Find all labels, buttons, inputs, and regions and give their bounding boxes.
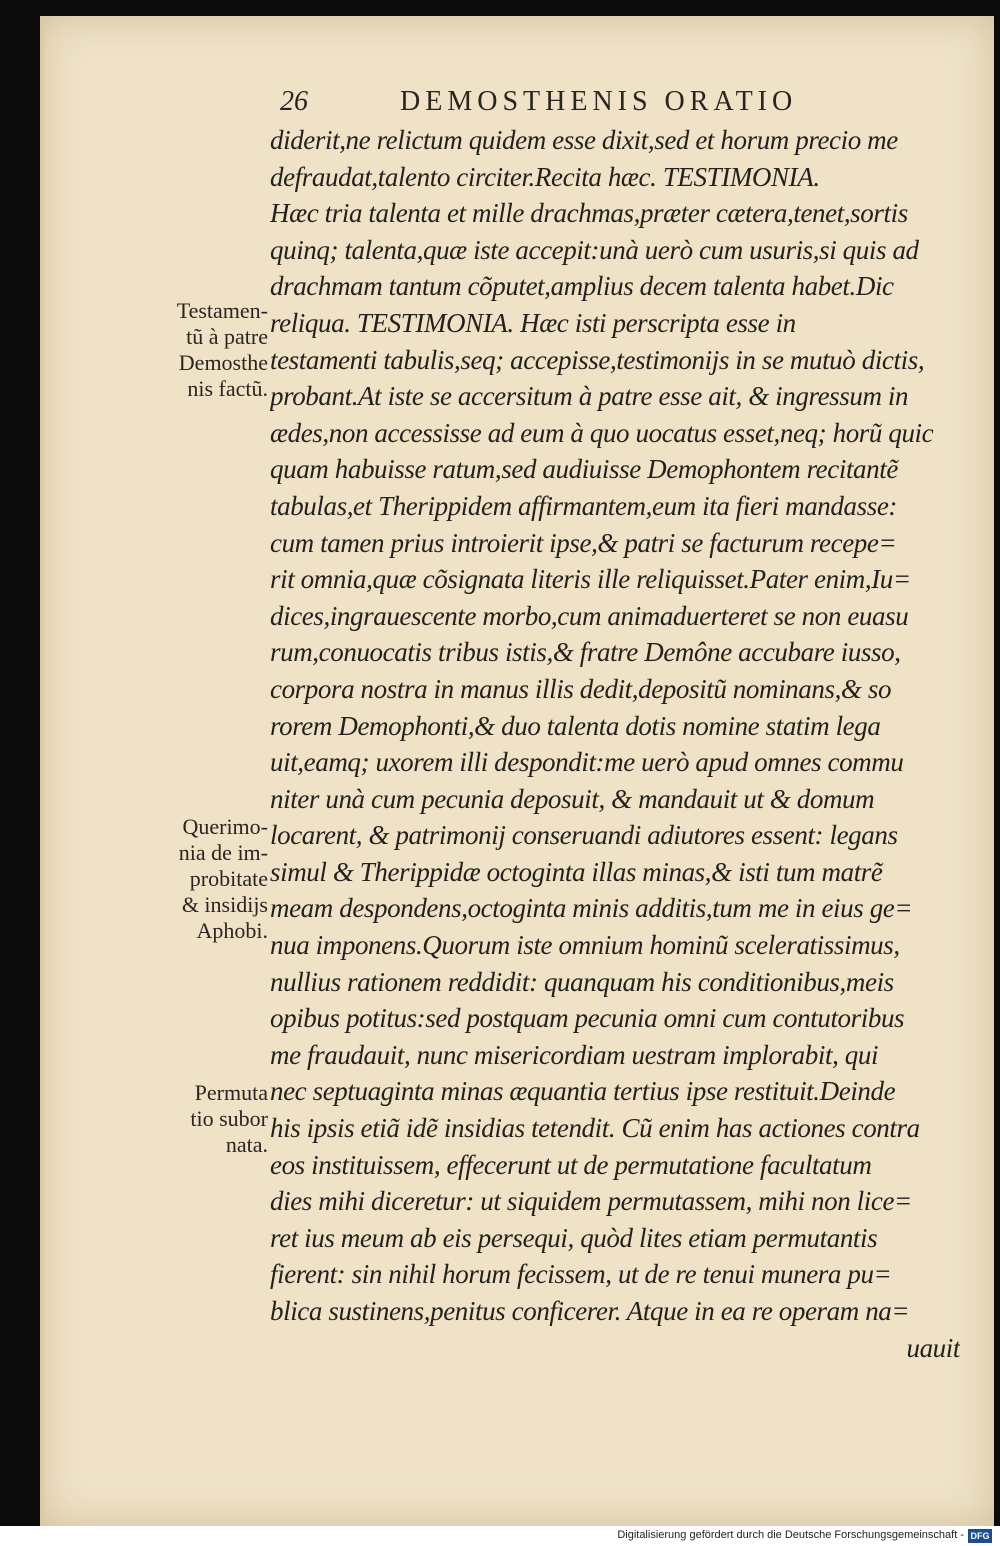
text-line: nua imponens.Quorum iste omnium hominũ sceleratissimus, [270,930,900,961]
text-line: ret ius meum ab eis persequi, quòd lites etiam permutantis [270,1222,878,1253]
text-line: simul & Therippidæ octoginta illas minas,& isti tum matrẽ [270,856,883,887]
text-line: dices,ingrauescente morbo,cum animaduerteret se non euasu [270,600,909,631]
text-line: opibus potitus:sed postquam pecunia omni cum contutoribus [270,1003,905,1034]
text-line: rorem Demophonti,& duo talenta dotis nomine statim lega [270,710,881,741]
running-title: DEMOSTHENIS ORATIO [400,86,798,117]
text-line: testamenti tabulis,seq; accepisse,testimonijs in se mutuò dictis, [270,344,925,375]
footer-credit: Digitalisierung gefördert durch die Deutsche Forschungsgemeinschaft - [617,1529,964,1541]
text-line: nullius rationem reddidit: quanquam his conditionibus,meis [270,966,894,997]
dfg-logo: DFG [968,1529,992,1543]
margin-note-line: Testamen- [176,298,268,323]
text-line: eos instituissem, effecerunt ut de permutatione facultatum [270,1149,872,1180]
text-line: locarent, & patrimonij conseruandi adiutores essent: legans [270,820,898,851]
page-number: 26 [280,86,308,117]
text-line: Hæc tria talenta et mille drachmas,præter cætera,tenet,sortis [270,198,908,229]
margin-note-line: Permuta [194,1080,268,1105]
margin-note-line: nata. [225,1132,268,1157]
margin-note-permutatio [136,1080,268,1158]
margin-note-testament [136,298,268,402]
text-line: nec septuaginta minas æquantia tertius ipse restituit.Deinde [270,1076,896,1107]
text-line: drachmam tantum cõputet,amplius decem talenta habet.Dic [270,271,894,302]
text-line: ædes,non accessisse ad eum à quo uocatus esset,neq; horũ quic [270,417,934,448]
text-line: niter unà cum pecunia deposuit, & mandauit ut & domum [270,783,875,814]
margin-note-line: tũ à patre [186,324,268,349]
digitization-footer [0,1526,1000,1546]
text-line: probant.At iste se accersitum à patre esse ait, & ingressum in [270,381,909,412]
text-line: reliqua. TESTIMONIA. Hæc isti perscripta esse in [270,307,796,338]
margin-note-line: nia de im- [178,840,268,865]
text-line: quinq; talenta,quæ iste accepit:unà uerò cum usuris,si quis ad [270,234,919,265]
margin-note-line: probitate [189,866,268,891]
margin-note-line: tio subor [190,1106,268,1131]
margin-note-line: Demosthe [178,350,268,375]
book-page [40,16,994,1526]
text-line: quam habuisse ratum,sed audiuisse Demophontem recitantẽ [270,454,898,485]
page-edge [40,16,46,1526]
text-line: diderit,ne relictum quidem esse dixit,sed et horum precio me [270,125,898,155]
body-text [270,122,960,1366]
text-line: uit,eamq; uxorem illi despondit:me uerò apud omnes commu [270,747,904,778]
text-line: me fraudauit, nunc misericordiam uestram implorabit, qui [270,1039,879,1070]
margin-note-line: Querimo- [182,814,268,839]
text-line: his ipsis etiã idẽ insidias tetendit. Cũ enim has actiones contra [270,1113,920,1144]
margin-note-querimonia [136,814,268,944]
text-line: corpora nostra in manus illis dedit,depositũ nominans,& so [270,673,892,704]
text-line: tabulas,et Therippidem affirmantem,eum ita fieri mandasse: [270,490,898,521]
margin-note-line: nis factũ. [187,376,268,401]
text-line: rum,conuocatis tribus istis,& fratre Demône accubare iusso, [270,637,901,668]
page-header [280,86,840,126]
margin-note-line: Aphobi. [196,918,268,943]
text-line: cum tamen prius introierit ipse,& patri se facturum recepe= [270,527,897,558]
margin-note-line: & insidijs [181,892,268,917]
text-line: dies mihi diceretur: ut siquidem permutassem, mihi non lice= [270,1186,912,1217]
text-line: fierent: sin nihil horum fecissem, ut de re tenui munera pu= [270,1259,892,1290]
text-line: uauit [906,1332,960,1363]
text-line: blica sustinens,penitus conficerer. Atque in ea re operam na= [270,1296,910,1326]
text-line: rit omnia,quæ cõsignata literis ille reliquisset.Pater enim,Iu= [270,564,911,595]
text-line: meam despondens,octoginta minis additis,tum me in eius ge= [270,893,913,924]
text-line: defraudat,talento circiter.Recita hæc. TESTIMONIA. [270,161,820,192]
